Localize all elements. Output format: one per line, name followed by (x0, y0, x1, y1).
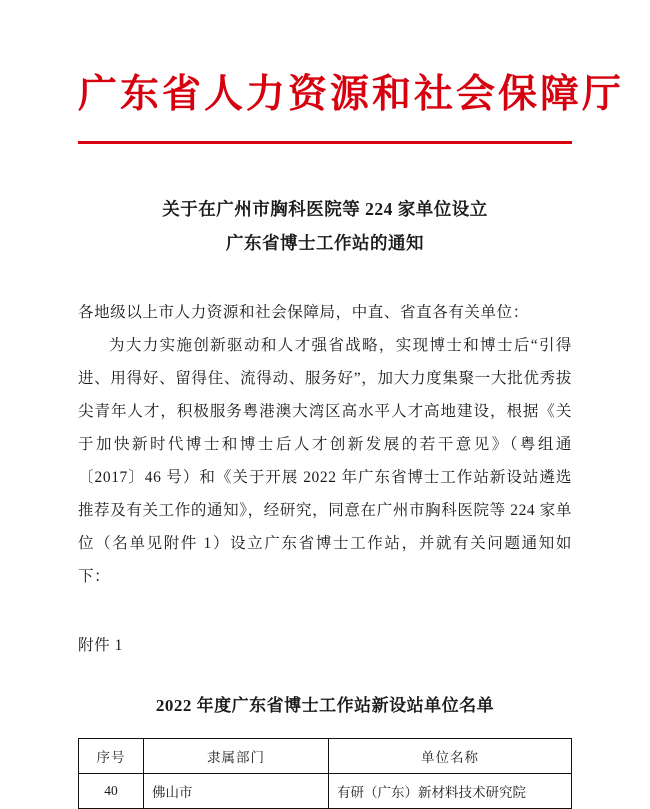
table-header-row (79, 738, 572, 773)
document-title (78, 192, 572, 260)
attachment-label: 附件 1 (78, 636, 124, 654)
document-body (78, 296, 572, 593)
unit-list-table (78, 738, 572, 809)
cell-unit-name: 有研（广东）新材料技术研究院 (329, 773, 572, 808)
salutation: 各地级以上市人力资源和社会保障局，中直、省直各有关单位： (78, 303, 529, 321)
table-row (79, 773, 572, 808)
body-paragraph-1: 为大力实施创新驱动和人才强省战略，实现博士和博士后“引得进、用得好、留得住、流得动、服务好”，加大力度集聚一大批优秀拔尖青年人才，积极服务粤港澳大湾区高水平人才高地建设，根据《关于加快新时代博士和博士后人才创新发展的若干意见》（粤组通〔2017〕46 号）和《关于开展 2022 年广东省博士工作站新设站遴选推荐及有关工作的通知》，经研究，同意在广州市胸科医院等 224 家单位（名单见附件 1）设立广东省博士工作站，并就有关问题通知如下： (78, 336, 572, 585)
column-header-no: 序号 (79, 738, 144, 773)
column-header-department: 隶属部门 (144, 738, 329, 773)
document-title-line-1: 关于在广州市胸科医院等 224 家单位设立 (162, 198, 488, 219)
attachment-table-title: 2022 年度广东省博士工作站新设站单位名单 (155, 695, 495, 715)
cell-department: 佛山市 (144, 773, 329, 808)
document-title-line-2: 广东省博士工作站的通知 (226, 232, 424, 253)
issuing-organization-title: 广东省人力资源和社会保障厅 (78, 73, 625, 116)
cell-no: 40 (79, 773, 144, 808)
masthead (78, 0, 625, 144)
column-header-unit-name: 单位名称 (329, 738, 572, 773)
masthead-divider (78, 141, 572, 144)
